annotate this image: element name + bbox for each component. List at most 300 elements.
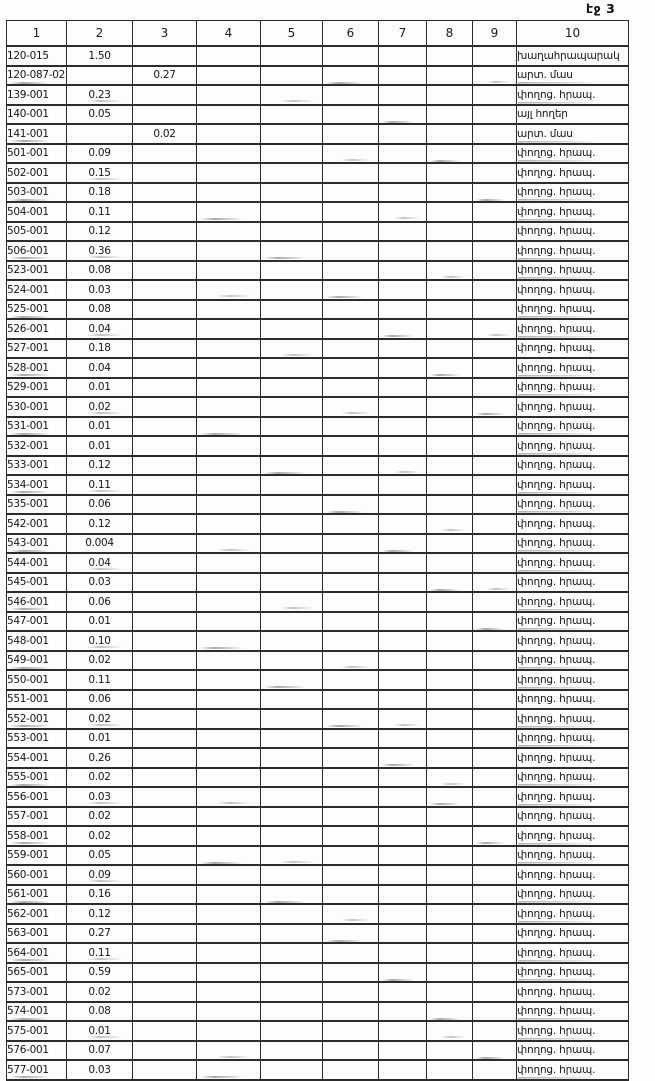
empty-cell-col7 xyxy=(379,534,427,554)
empty-cell-col4 xyxy=(197,651,261,671)
area-col3-cell xyxy=(133,924,197,944)
empty-cell-col5 xyxy=(261,748,323,768)
empty-cell-col8 xyxy=(427,534,473,554)
land-use-cell: փողոց. հրապ. xyxy=(517,222,629,242)
empty-cell-col5 xyxy=(261,436,323,456)
empty-cell-col4 xyxy=(197,222,261,242)
table-row xyxy=(7,943,629,963)
empty-cell-col7 xyxy=(379,865,427,885)
parcel-code-cell: 577-001 xyxy=(7,1060,67,1080)
column-header-9: 9 xyxy=(473,21,517,47)
area-col2-cell: 0.16 xyxy=(67,885,133,905)
empty-cell-col6 xyxy=(323,573,379,593)
column-header-5: 5 xyxy=(261,21,323,47)
empty-cell-col6 xyxy=(323,436,379,456)
empty-cell-col9 xyxy=(473,144,517,164)
land-use-cell: փողոց. հրապ. xyxy=(517,202,629,222)
land-use-cell: փողոց. հրապ. xyxy=(517,846,629,866)
empty-cell-col4 xyxy=(197,768,261,788)
table-row xyxy=(7,651,629,671)
empty-cell-col7 xyxy=(379,904,427,924)
area-col2-cell: 0.02 xyxy=(67,709,133,729)
area-col3-cell xyxy=(133,1021,197,1041)
area-col3-cell xyxy=(133,417,197,437)
empty-cell-col5 xyxy=(261,475,323,495)
table-row xyxy=(7,982,629,1002)
parcel-code-cell: 120-087-02 xyxy=(7,66,67,86)
area-col3-cell xyxy=(133,261,197,281)
area-col2-cell: 0.12 xyxy=(67,456,133,476)
empty-cell-col6 xyxy=(323,748,379,768)
empty-cell-col6 xyxy=(323,553,379,573)
area-col3-cell xyxy=(133,826,197,846)
area-col2-cell: 0.11 xyxy=(67,943,133,963)
empty-cell-col5 xyxy=(261,66,323,86)
empty-cell-col8 xyxy=(427,904,473,924)
empty-cell-col4 xyxy=(197,436,261,456)
empty-cell-col4 xyxy=(197,417,261,437)
empty-cell-col9 xyxy=(473,904,517,924)
area-col2-cell: 0.09 xyxy=(67,865,133,885)
empty-cell-col9 xyxy=(473,807,517,827)
empty-cell-col9 xyxy=(473,553,517,573)
land-use-cell: փողոց. հրապ. xyxy=(517,339,629,359)
table-row xyxy=(7,163,629,183)
column-header-8: 8 xyxy=(427,21,473,47)
empty-cell-col7 xyxy=(379,787,427,807)
area-col2-cell: 0.01 xyxy=(67,436,133,456)
area-col2-cell: 0.04 xyxy=(67,358,133,378)
empty-cell-col7 xyxy=(379,495,427,515)
parcel-code-cell: 533-001 xyxy=(7,456,67,476)
empty-cell-col9 xyxy=(473,768,517,788)
parcel-code-cell: 535-001 xyxy=(7,495,67,515)
empty-cell-col6 xyxy=(323,1060,379,1080)
table-row xyxy=(7,222,629,242)
area-col2-cell: 0.03 xyxy=(67,280,133,300)
empty-cell-col7 xyxy=(379,417,427,437)
empty-cell-col6 xyxy=(323,417,379,437)
area-col2-cell: 0.18 xyxy=(67,183,133,203)
empty-cell-col8 xyxy=(427,514,473,534)
empty-cell-col6 xyxy=(323,768,379,788)
empty-cell-col7 xyxy=(379,826,427,846)
table-row xyxy=(7,592,629,612)
parcel-code-cell: 140-001 xyxy=(7,105,67,125)
land-use-cell: փողոց. հրապ. xyxy=(517,319,629,339)
empty-cell-col6 xyxy=(323,846,379,866)
parcel-code-cell: 523-001 xyxy=(7,261,67,281)
empty-cell-col5 xyxy=(261,651,323,671)
table-row xyxy=(7,729,629,749)
empty-cell-col7 xyxy=(379,397,427,417)
empty-cell-col8 xyxy=(427,924,473,944)
empty-cell-col6 xyxy=(323,982,379,1002)
empty-cell-col5 xyxy=(261,339,323,359)
empty-cell-col8 xyxy=(427,943,473,963)
empty-cell-col9 xyxy=(473,514,517,534)
parcel-code-cell: 556-001 xyxy=(7,787,67,807)
area-col2-cell: 1.50 xyxy=(67,46,133,66)
area-col2-cell: 0.06 xyxy=(67,592,133,612)
empty-cell-col8 xyxy=(427,982,473,1002)
table-row xyxy=(7,144,629,164)
land-use-cell: այլ հողեր xyxy=(517,105,629,125)
empty-cell-col6 xyxy=(323,397,379,417)
parcel-code-cell: 532-001 xyxy=(7,436,67,456)
empty-cell-col9 xyxy=(473,222,517,242)
land-use-cell: փողոց. հրապ. xyxy=(517,807,629,827)
empty-cell-col8 xyxy=(427,241,473,261)
land-use-cell: փողոց. հրապ. xyxy=(517,631,629,651)
table-row xyxy=(7,378,629,398)
area-col2-cell: 0.26 xyxy=(67,748,133,768)
empty-cell-col8 xyxy=(427,1002,473,1022)
empty-cell-col8 xyxy=(427,612,473,632)
parcel-code-cell: 542-001 xyxy=(7,514,67,534)
empty-cell-col8 xyxy=(427,319,473,339)
table-row xyxy=(7,319,629,339)
land-use-cell: փողոց. հրապ. xyxy=(517,300,629,320)
empty-cell-col6 xyxy=(323,943,379,963)
empty-cell-col8 xyxy=(427,183,473,203)
area-col3-cell xyxy=(133,300,197,320)
land-use-cell: փողոց. հրապ. xyxy=(517,436,629,456)
empty-cell-col9 xyxy=(473,202,517,222)
empty-cell-col9 xyxy=(473,319,517,339)
empty-cell-col6 xyxy=(323,163,379,183)
empty-cell-col7 xyxy=(379,807,427,827)
empty-cell-col7 xyxy=(379,46,427,66)
empty-cell-col6 xyxy=(323,358,379,378)
land-use-cell: փողոց. հրապ. xyxy=(517,748,629,768)
parcel-code-cell: 575-001 xyxy=(7,1021,67,1041)
empty-cell-col9 xyxy=(473,417,517,437)
area-col2-cell: 0.27 xyxy=(67,924,133,944)
empty-cell-col4 xyxy=(197,748,261,768)
land-use-cell: փողոց. հրապ. xyxy=(517,280,629,300)
area-col3-cell xyxy=(133,631,197,651)
column-header-4: 4 xyxy=(197,21,261,47)
empty-cell-col8 xyxy=(427,670,473,690)
area-col3-cell xyxy=(133,1002,197,1022)
parcel-code-cell: 530-001 xyxy=(7,397,67,417)
area-col3-cell xyxy=(133,670,197,690)
area-col3-cell xyxy=(133,46,197,66)
area-col2-cell: 0.02 xyxy=(67,982,133,1002)
area-col2-cell: 0.01 xyxy=(67,612,133,632)
empty-cell-col5 xyxy=(261,280,323,300)
empty-cell-col7 xyxy=(379,885,427,905)
land-use-cell: փողոց. հրապ. xyxy=(517,456,629,476)
table-row xyxy=(7,1041,629,1061)
area-col2-cell: 0.15 xyxy=(67,163,133,183)
empty-cell-col8 xyxy=(427,651,473,671)
area-col3-cell xyxy=(133,280,197,300)
land-use-cell: խաղահրապարակ xyxy=(517,46,629,66)
empty-cell-col7 xyxy=(379,378,427,398)
table-row xyxy=(7,1002,629,1022)
empty-cell-col6 xyxy=(323,1041,379,1061)
empty-cell-col6 xyxy=(323,202,379,222)
empty-cell-col9 xyxy=(473,280,517,300)
empty-cell-col5 xyxy=(261,1002,323,1022)
empty-cell-col5 xyxy=(261,300,323,320)
empty-cell-col8 xyxy=(427,475,473,495)
area-col2-cell: 0.01 xyxy=(67,378,133,398)
table-row xyxy=(7,963,629,983)
parcel-code-cell: 545-001 xyxy=(7,573,67,593)
parcel-code-cell: 527-001 xyxy=(7,339,67,359)
area-col2-cell xyxy=(67,124,133,144)
empty-cell-col6 xyxy=(323,826,379,846)
empty-cell-col4 xyxy=(197,631,261,651)
empty-cell-col7 xyxy=(379,514,427,534)
parcel-code-cell: 549-001 xyxy=(7,651,67,671)
empty-cell-col8 xyxy=(427,300,473,320)
area-col3-cell xyxy=(133,144,197,164)
land-use-cell: փողոց. հրապ. xyxy=(517,163,629,183)
column-header-1: 1 xyxy=(7,21,67,47)
land-parcel-table xyxy=(6,20,629,1081)
table-row xyxy=(7,261,629,281)
parcel-code-cell: 555-001 xyxy=(7,768,67,788)
empty-cell-col8 xyxy=(427,163,473,183)
empty-cell-col6 xyxy=(323,475,379,495)
empty-cell-col9 xyxy=(473,261,517,281)
area-col2-cell: 0.06 xyxy=(67,495,133,515)
empty-cell-col8 xyxy=(427,787,473,807)
area-col3-cell xyxy=(133,339,197,359)
area-col3-cell xyxy=(133,358,197,378)
empty-cell-col4 xyxy=(197,709,261,729)
empty-cell-col8 xyxy=(427,553,473,573)
empty-cell-col5 xyxy=(261,573,323,593)
empty-cell-col5 xyxy=(261,46,323,66)
empty-cell-col5 xyxy=(261,943,323,963)
parcel-code-cell: 565-001 xyxy=(7,963,67,983)
empty-cell-col8 xyxy=(427,768,473,788)
parcel-code-cell: 564-001 xyxy=(7,943,67,963)
area-col2-cell: 0.04 xyxy=(67,553,133,573)
land-use-cell: փողոց. հրապ. xyxy=(517,534,629,554)
area-col3-cell xyxy=(133,475,197,495)
empty-cell-col4 xyxy=(197,85,261,105)
empty-cell-col9 xyxy=(473,787,517,807)
empty-cell-col8 xyxy=(427,826,473,846)
empty-cell-col9 xyxy=(473,183,517,203)
area-col3-cell: 0.27 xyxy=(133,66,197,86)
empty-cell-col6 xyxy=(323,183,379,203)
empty-cell-col9 xyxy=(473,846,517,866)
empty-cell-col9 xyxy=(473,358,517,378)
area-col2-cell: 0.12 xyxy=(67,514,133,534)
empty-cell-col7 xyxy=(379,963,427,983)
empty-cell-col7 xyxy=(379,670,427,690)
empty-cell-col9 xyxy=(473,475,517,495)
table-row xyxy=(7,1060,629,1080)
area-col2-cell: 0.12 xyxy=(67,904,133,924)
empty-cell-col4 xyxy=(197,1021,261,1041)
empty-cell-col8 xyxy=(427,865,473,885)
empty-cell-col6 xyxy=(323,280,379,300)
empty-cell-col9 xyxy=(473,982,517,1002)
area-col3-cell xyxy=(133,85,197,105)
parcel-code-cell: 563-001 xyxy=(7,924,67,944)
empty-cell-col6 xyxy=(323,261,379,281)
land-use-cell: փողոց. հրապ. xyxy=(517,709,629,729)
empty-cell-col5 xyxy=(261,105,323,125)
land-use-cell: փողոց. հրապ. xyxy=(517,651,629,671)
empty-cell-col6 xyxy=(323,592,379,612)
empty-cell-col8 xyxy=(427,573,473,593)
empty-cell-col6 xyxy=(323,885,379,905)
table-row xyxy=(7,670,629,690)
empty-cell-col6 xyxy=(323,670,379,690)
empty-cell-col5 xyxy=(261,495,323,515)
area-col2-cell: 0.05 xyxy=(67,105,133,125)
area-col2-cell: 0.11 xyxy=(67,475,133,495)
empty-cell-col4 xyxy=(197,1060,261,1080)
land-use-cell: փողոց. հրապ. xyxy=(517,1041,629,1061)
parcel-code-cell: 504-001 xyxy=(7,202,67,222)
empty-cell-col5 xyxy=(261,163,323,183)
empty-cell-col9 xyxy=(473,885,517,905)
empty-cell-col4 xyxy=(197,904,261,924)
empty-cell-col7 xyxy=(379,261,427,281)
table-row xyxy=(7,456,629,476)
empty-cell-col9 xyxy=(473,66,517,86)
empty-cell-col4 xyxy=(197,690,261,710)
parcel-code-cell: 558-001 xyxy=(7,826,67,846)
area-col3-cell xyxy=(133,163,197,183)
parcel-code-cell: 534-001 xyxy=(7,475,67,495)
area-col2-cell: 0.03 xyxy=(67,787,133,807)
empty-cell-col8 xyxy=(427,748,473,768)
table-row xyxy=(7,534,629,554)
area-col2-cell: 0.18 xyxy=(67,339,133,359)
table-row xyxy=(7,66,629,86)
table-row xyxy=(7,904,629,924)
empty-cell-col4 xyxy=(197,319,261,339)
empty-cell-col4 xyxy=(197,475,261,495)
table-row xyxy=(7,280,629,300)
empty-cell-col8 xyxy=(427,885,473,905)
land-use-cell: փողոց. հրապ. xyxy=(517,943,629,963)
empty-cell-col6 xyxy=(323,241,379,261)
area-col3-cell xyxy=(133,904,197,924)
empty-cell-col9 xyxy=(473,943,517,963)
empty-cell-col9 xyxy=(473,826,517,846)
empty-cell-col5 xyxy=(261,768,323,788)
area-col3-cell xyxy=(133,709,197,729)
area-col2-cell: 0.08 xyxy=(67,1002,133,1022)
empty-cell-col7 xyxy=(379,202,427,222)
empty-cell-col8 xyxy=(427,202,473,222)
empty-cell-col9 xyxy=(473,651,517,671)
empty-cell-col8 xyxy=(427,358,473,378)
empty-cell-col7 xyxy=(379,748,427,768)
empty-cell-col7 xyxy=(379,553,427,573)
land-use-cell: փողոց. հրապ. xyxy=(517,1060,629,1080)
column-header-10: 10 xyxy=(517,21,629,47)
empty-cell-col5 xyxy=(261,261,323,281)
land-use-cell: փողոց. հրապ. xyxy=(517,261,629,281)
empty-cell-col9 xyxy=(473,436,517,456)
area-col2-cell: 0.03 xyxy=(67,573,133,593)
empty-cell-col9 xyxy=(473,612,517,632)
empty-cell-col6 xyxy=(323,124,379,144)
table-row xyxy=(7,826,629,846)
parcel-code-cell: 120-015 xyxy=(7,46,67,66)
empty-cell-col4 xyxy=(197,66,261,86)
column-header-2: 2 xyxy=(67,21,133,47)
area-col3-cell xyxy=(133,963,197,983)
area-col3-cell xyxy=(133,456,197,476)
empty-cell-col6 xyxy=(323,495,379,515)
empty-cell-col7 xyxy=(379,631,427,651)
area-col3-cell xyxy=(133,846,197,866)
table-row xyxy=(7,1021,629,1041)
empty-cell-col5 xyxy=(261,592,323,612)
area-col3-cell xyxy=(133,885,197,905)
empty-cell-col5 xyxy=(261,241,323,261)
empty-cell-col5 xyxy=(261,787,323,807)
empty-cell-col7 xyxy=(379,709,427,729)
empty-cell-col8 xyxy=(427,495,473,515)
empty-cell-col8 xyxy=(427,1060,473,1080)
area-col3-cell xyxy=(133,183,197,203)
table-row xyxy=(7,709,629,729)
area-col3-cell xyxy=(133,768,197,788)
empty-cell-col7 xyxy=(379,300,427,320)
empty-cell-col7 xyxy=(379,85,427,105)
empty-cell-col8 xyxy=(427,807,473,827)
empty-cell-col9 xyxy=(473,163,517,183)
empty-cell-col6 xyxy=(323,144,379,164)
empty-cell-col8 xyxy=(427,417,473,437)
empty-cell-col6 xyxy=(323,534,379,554)
table-row xyxy=(7,183,629,203)
area-col3-cell xyxy=(133,573,197,593)
empty-cell-col8 xyxy=(427,66,473,86)
table-row xyxy=(7,690,629,710)
empty-cell-col9 xyxy=(473,495,517,515)
empty-cell-col7 xyxy=(379,456,427,476)
empty-cell-col9 xyxy=(473,456,517,476)
table-row xyxy=(7,241,629,261)
area-col2-cell: 0.02 xyxy=(67,768,133,788)
table-row xyxy=(7,573,629,593)
empty-cell-col6 xyxy=(323,787,379,807)
empty-cell-col8 xyxy=(427,690,473,710)
area-col2-cell: 0.01 xyxy=(67,1021,133,1041)
table-row xyxy=(7,358,629,378)
land-use-cell: փողոց. հրապ. xyxy=(517,514,629,534)
area-col3-cell xyxy=(133,982,197,1002)
empty-cell-col9 xyxy=(473,729,517,749)
empty-cell-col9 xyxy=(473,339,517,359)
empty-cell-col5 xyxy=(261,417,323,437)
table-row xyxy=(7,202,629,222)
parcel-code-cell: 562-001 xyxy=(7,904,67,924)
empty-cell-col8 xyxy=(427,46,473,66)
empty-cell-col5 xyxy=(261,378,323,398)
table-row xyxy=(7,787,629,807)
parcel-code-cell: 505-001 xyxy=(7,222,67,242)
empty-cell-col4 xyxy=(197,1041,261,1061)
parcel-code-cell: 503-001 xyxy=(7,183,67,203)
